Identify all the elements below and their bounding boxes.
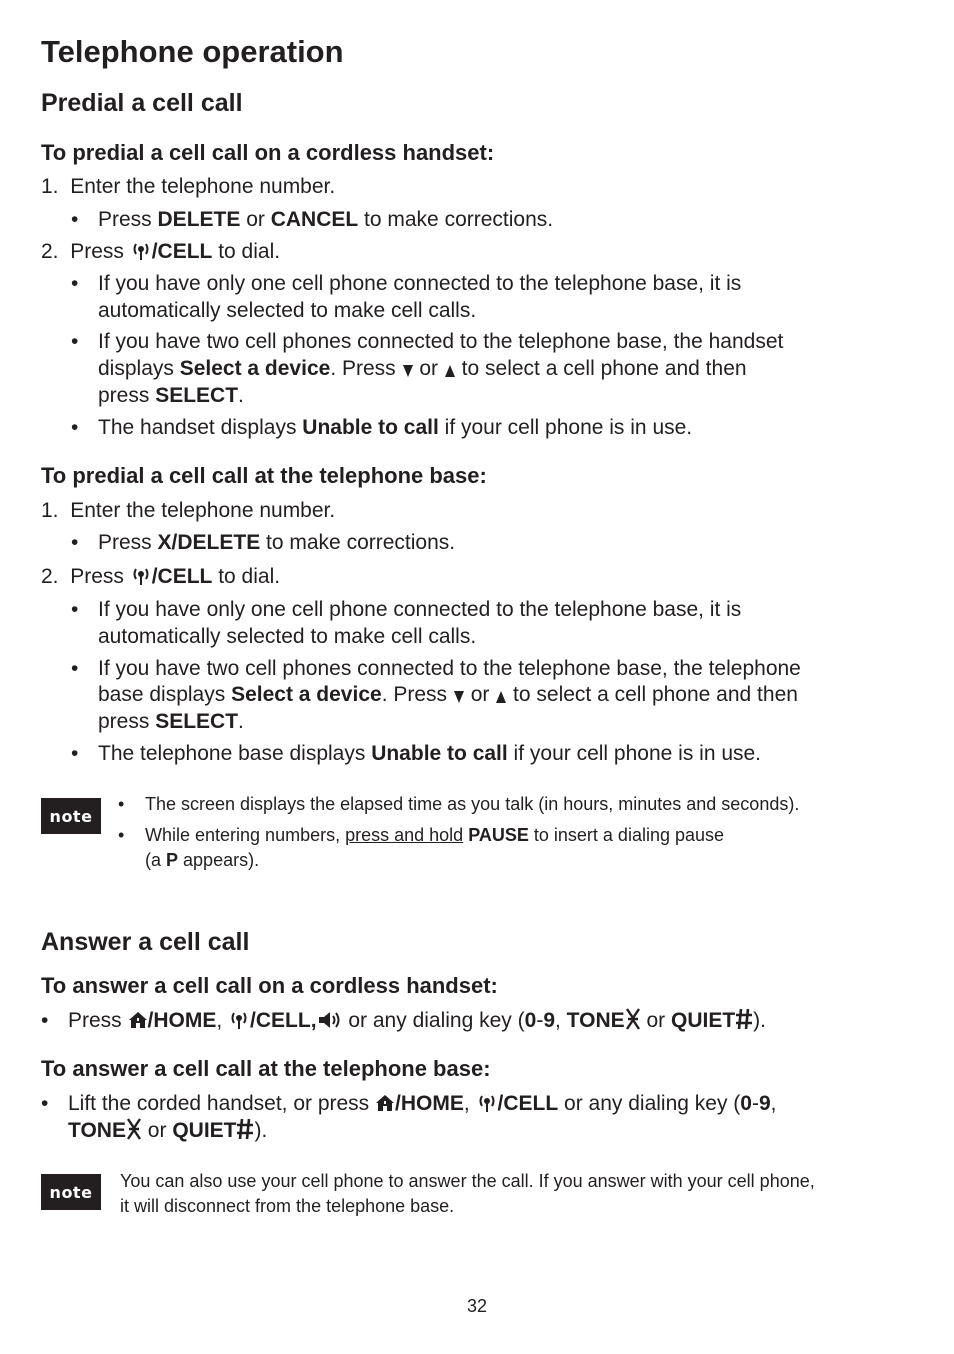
answer-base-bullet-line-2: TONE or QUIET ). (68, 1118, 267, 1147)
step-1-base-bullet: Press X/DELETE to make corrections. (98, 531, 456, 554)
down-arrow-icon (453, 685, 465, 711)
step-1-base: 1. Enter the telephone number. (41, 499, 336, 522)
step-2-base: 2. Press /CELL to dial. (41, 564, 280, 593)
home-icon (375, 1093, 395, 1120)
bullet-dot: • (71, 272, 79, 295)
down-arrow-icon (402, 359, 414, 385)
bullet-dot: • (118, 825, 125, 845)
cell-icon (476, 1093, 498, 1120)
section-title-answer: Answer a cell call (41, 928, 250, 956)
tone-icon (126, 1118, 142, 1147)
subheading-answer-handset: To answer a cell call on a cordless handset: (41, 973, 498, 998)
handset-bullet-2-line-2: displays Select a device. Press or to select a cell phone and then (98, 356, 747, 385)
base-bullet-2-line-3: press SELECT. (98, 710, 244, 733)
quiet-icon (236, 1118, 254, 1147)
base-bullet-1-line-1: If you have only one cell phone connected to the telephone base, it is (98, 598, 742, 621)
bullet-dot: • (71, 416, 79, 439)
base-bullet-3: The telephone base displays Unable to call if your cell phone is in use. (98, 742, 762, 765)
answer-handset-bullet: Press /HOME, /CELL, or any dialing key (0-9, TONE or QUIET ). (68, 1008, 766, 1037)
note-1-line-3: (a P appears). (145, 850, 260, 870)
handset-bullet-2-line-1: If you have two cell phones connected to the telephone base, the handset (98, 330, 784, 353)
bullet-dot: • (71, 531, 79, 554)
speaker-icon (317, 1010, 343, 1037)
home-icon (128, 1010, 148, 1037)
bullet-dot: • (41, 1092, 49, 1115)
note-1-line-2: While entering numbers, press and hold PAUSE to insert a dialing pause (145, 825, 725, 845)
step-1-handset-bullet: Press DELETE or CANCEL to make corrections. (98, 208, 554, 231)
page-title: Telephone operation (41, 34, 344, 69)
cell-icon (130, 241, 152, 268)
step-1-handset: 1. Enter the telephone number. (41, 175, 336, 198)
bullet-dot: • (71, 657, 79, 680)
handset-bullet-3: The handset displays Unable to call if your cell phone is in use. (98, 416, 693, 439)
cell-icon (130, 566, 152, 593)
subheading-predial-base: To predial a cell call at the telephone base: (41, 463, 487, 488)
note-badge: note (41, 798, 101, 834)
bullet-dot: • (118, 794, 125, 814)
note-1-line-1: The screen displays the elapsed time as you talk (in hours, minutes and seconds). (145, 794, 800, 814)
subheading-predial-handset: To predial a cell call on a cordless handset: (41, 140, 495, 165)
handset-bullet-1-line-2: automatically selected to make cell calls. (98, 299, 477, 322)
handset-bullet-1-line-1: If you have only one cell phone connected to the telephone base, it is (98, 272, 742, 295)
note-2-line-2: it will disconnect from the telephone base. (120, 1196, 455, 1216)
base-bullet-2-line-1: If you have two cell phones connected to the telephone base, the telephone (98, 657, 801, 680)
base-bullet-1-line-2: automatically selected to make cell calls. (98, 625, 477, 648)
handset-bullet-2-line-3: press SELECT. (98, 384, 244, 407)
bullet-dot: • (41, 1009, 49, 1032)
cell-icon (228, 1010, 250, 1037)
base-bullet-2-line-2: base displays Select a device. Press or to select a cell phone and then (98, 682, 798, 711)
step-2-handset: 2. Press /CELL to dial. (41, 239, 280, 268)
answer-base-bullet-line-1: Lift the corded handset, or press /HOME, /CELL or any dialing key (0-9, (68, 1091, 777, 1120)
up-arrow-icon (495, 685, 507, 711)
up-arrow-icon (444, 359, 456, 385)
page-number: 32 (466, 1296, 488, 1316)
note-2-line-1: You can also use your cell phone to answer the call. If you answer with your cell phone, (120, 1171, 815, 1191)
bullet-dot: • (71, 330, 79, 353)
subheading-answer-base: To answer a cell call at the telephone base: (41, 1056, 491, 1081)
bullet-dot: • (71, 598, 79, 621)
tone-icon (625, 1008, 641, 1037)
section-title-predial: Predial a cell call (41, 89, 243, 117)
bullet-dot: • (71, 742, 79, 765)
note-badge: note (41, 1174, 101, 1210)
quiet-icon (735, 1008, 753, 1037)
bullet-dot: • (71, 208, 79, 231)
